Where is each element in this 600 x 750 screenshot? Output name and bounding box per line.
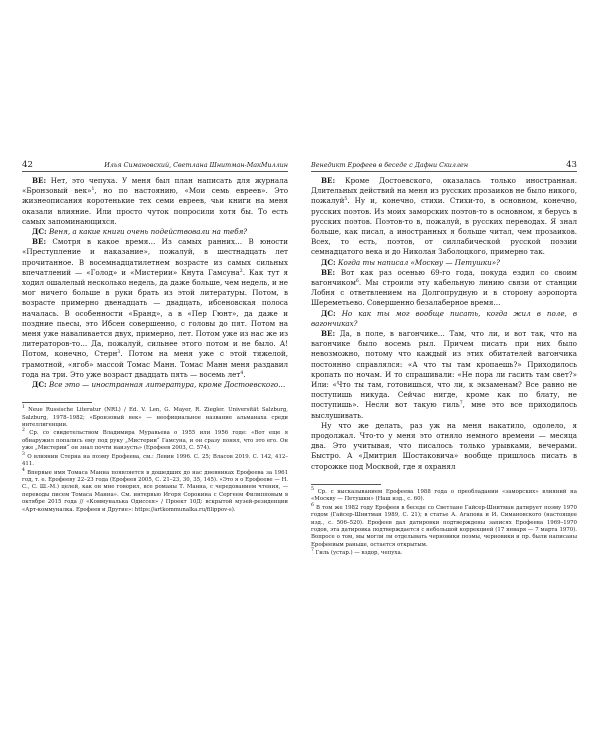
paragraph: ВЕ: Нет, это чепуха. У меня был план написать для журнала «Бронзовый век»$^1$, но по настоянию, «Мои семь евреев». Это жизнеописания коротенькие тех семи евреев, чьи книги на меня оказали влияние. Или просто чуток попросили хотя бы. То есть самых запоминающихся. (22, 176, 288, 226)
paragraph: ВЕ: Вот как раз осенью 69-го года, покуда ездил со своим вагончиком$^6$. Мы строили эту кабельную линию связи от станции Лобня с ответвлением на Долгопрудную и в сторону аэропорта Шереметьево. Совершенно безалаберное время… (311, 267, 577, 308)
right-running-head: Венедикт Ерофеев в беседе с Дафни Скиллен (311, 161, 469, 169)
footnote: $^6$ В том же 1982 году Ерофеев в беседе со Светлане Гайсер-Шнитман датирует поэму 1970 годом (Гайсер-Шнитман 1989, С. 21); в статье А. Агапова и И. Симановского (настоящее изд., с. 506–520). Ерофеев дал датировки подтверждены записях Ерофеева 1969–1970 годов, эта датировка подтверждается с небольшой коррекцией (17 января — 7 марта 1970). Вопросе о том, мы могли ли отделывать черновики поэмы, черновики и пр. были написаны Ерофеевым раньше, остается открытым. (311, 502, 577, 548)
paragraph: ВЕ: Кроме Достоевского, оказалась только иностранная. Длительных действий на меня из русских прозаиков не было никого, пожалуй$^5$. Ну и, конечно, стихи. Стихи-то, в основном, конечно, русских поэтов. Из моих заморских поэтов-то в основном, я берусь в русских поэтов. Поэтов-то в, пожалуй, в русских переводах. Я знал больше, как писал, а иностранных я больше читал, чем прозаиков. Всех, то есть, поэтов, от силлабической русской поэзии семнадцатого века и до Николая Заболоцкого, примерно так. (311, 176, 577, 257)
footnote-ref: 3 (117, 350, 121, 356)
speaker-label: ВЕ: (321, 176, 336, 185)
speaker-label: ДС: (321, 257, 336, 267)
left-page (22, 160, 288, 514)
footnote-ref: 7 (459, 401, 463, 407)
speaker-label: ВЕ: (32, 237, 47, 247)
right-footnotes (311, 486, 577, 558)
speaker-label: ДС: (32, 380, 47, 390)
left-footnotes (22, 407, 288, 514)
footnote: $^5$ Ср. с высказыванием Ерофеева 1988 года о преобладании «заморских» влияний на «Москву — Петушки» (Наш изд., с. 60). (311, 486, 577, 503)
speaker-label: ВЕ: (321, 329, 336, 339)
footnote: $^7$ Гиль (устар.) — вздор, чепуха. (311, 548, 403, 557)
paragraph: ДС: Когда ты написал «Москву — Петушки»? (321, 257, 500, 267)
footnote-ref: 1 (91, 187, 95, 193)
footnote: $^2$ Ср. со свидетельством Владимира Муравьева о 1955 или 1956 годе: «Вот еще я обнаружил попались ему под руку „Мистерии“ Гамсуна, и он сразу понял, что это его. Он уже „Мистерии“ он знал почти наизусть» (Ерофеев 2003, С. 574). (22, 428, 288, 452)
speaker-label: ДС: (32, 227, 47, 237)
footnote-ref: 2 (239, 268, 243, 274)
footnote-divider (311, 484, 381, 485)
left-page-header (22, 160, 288, 172)
left-page-number: 42 (22, 160, 33, 170)
right-page-header (311, 160, 577, 172)
footnote-ref: 5 (344, 197, 348, 203)
footnote-ref: 4 (240, 370, 244, 376)
right-page-number: 43 (566, 160, 577, 170)
paragraph: ВЕ: Смотря в какое время… Из самых ранних… В юности «Преступление и наказание», пожалуй, в шестнадцать лет прочитанное. В восемнадцатилетнем возрасте из самых сильных впечатлений — «Голод» и «Мистерии» Кнута Гамсуна$^2$. Как тут я ходил ошалелый несколько недель, да даже больше, чем недель, и не мог ничего больше в руки брать из этой литературы. Потом, в возрасте примерно двенадцать — двадцать, ибсеновская полоса началась. В особенности «Бранд», а в «Пер Гюнт», да даже и поздние пьесы, это Ибсен совершенно, с головы до пят. Потом на меня уже наваливается двух, примерно, лет. Потом уже из нас же из литераторов-то… Да, пожалуй, сильнее этого потом и не было. А! Потом, конечно, Стерн$^3$. Потом на меня уже с этой тяжелой, грамотной, «ягоб» массой Томас Манн. Томас Манн меня раздавил года на три. Это уже возраст двадцать пять — восемь лет$^4$. (22, 237, 289, 379)
speaker-label: ВЕ: (32, 176, 47, 185)
footnote: $^3$ О влиянии Стерна на поэму Ерофеева, см.: Левин 1996. С. 25; Власов 2019. С. 142, 412–411. (22, 451, 288, 468)
speaker-label: ДС: (321, 308, 336, 318)
footnote: $^4$ Впервые имя Томаса Манна появляется в дошедших до нас дневниках Ерофеева за 1961 год, т. е. Ерофееву 22–23 года (Ерофеев 2005, С. 21–23, 30, 35, 145). «Это я о Ерофееве — Н. С., С. Ш.-М.) целей, как он мне говорил, все романы Т. Манна, с чередованием чтения, — переводы писем Томаса Манна». См. интервью Игоря Сорокина с Сергеем Филипповым в октябре 2015 года // «Коммуналька Одиссея» / Проект 10Д: вскрытой музей-резиденции «Арт-коммуналка. Ерофеев и Другие»: https://artkommunalka.ru/filippov-s). (22, 467, 288, 513)
paragraph: ДС: Все это — иностранная литература, кроме Достоевского… (32, 380, 286, 390)
footnote-divider (22, 402, 92, 403)
right-page-body (311, 176, 577, 472)
left-page-body (22, 176, 288, 390)
paragraph: ДС: Веня, а какие книги очень подействовали на тебя? (32, 227, 248, 237)
speaker-label: ВЕ: (321, 267, 336, 277)
footnote: $^1$ Neue Russische Literatur (NRL) / Ed. V. Len, G. Mayer, R. Ziegler. Universität Salzburg, Salzburg, 1978–1982; «Бронзовый век» — неофициальное название альманаха среди интеллигенции. (22, 405, 288, 429)
paragraph: ДС: Но как ты мог вообще писать, когда жил в поле, в вагончиках? (311, 308, 577, 328)
left-running-head: Илья Симановский, Светлана Шнитман-МакМиллин (104, 161, 288, 169)
paragraph: ВЕ: Да, в поле, в вагончике… Там, что ли, и вот так, что на вагончике было восемь рыл. Причем писать при них было невозможно, потому что каждый из этих обитателей вагончика постоянно справлялся: «А что ты там кропаешь?» Приходилось кропать по ночам. И то спрашивали: «Не пора ли гасить там свет?» Или: «Что ты там, готовишься, что ли, к экзаменам? Все равно не поступишь никуда. Сейчас нигде, кроме как по блату, не поступишь». Несли вот такую гиль$^7$, мне это все приходилось выслушивать. (311, 329, 577, 420)
paragraph: Ну что же делать, раз уж на меня накатило, одолело, я продолжал. Что-то у меня это отняло немного времени — месяца два. Это учитывая, что писалось только урывками, вечерами. Быстро. А «Дмитрия Шостаковича» вообще пришлось писать в сторожке под Москвой, где я охранял (311, 420, 577, 471)
right-page (311, 160, 577, 558)
footnote-ref: 6 (355, 279, 359, 285)
